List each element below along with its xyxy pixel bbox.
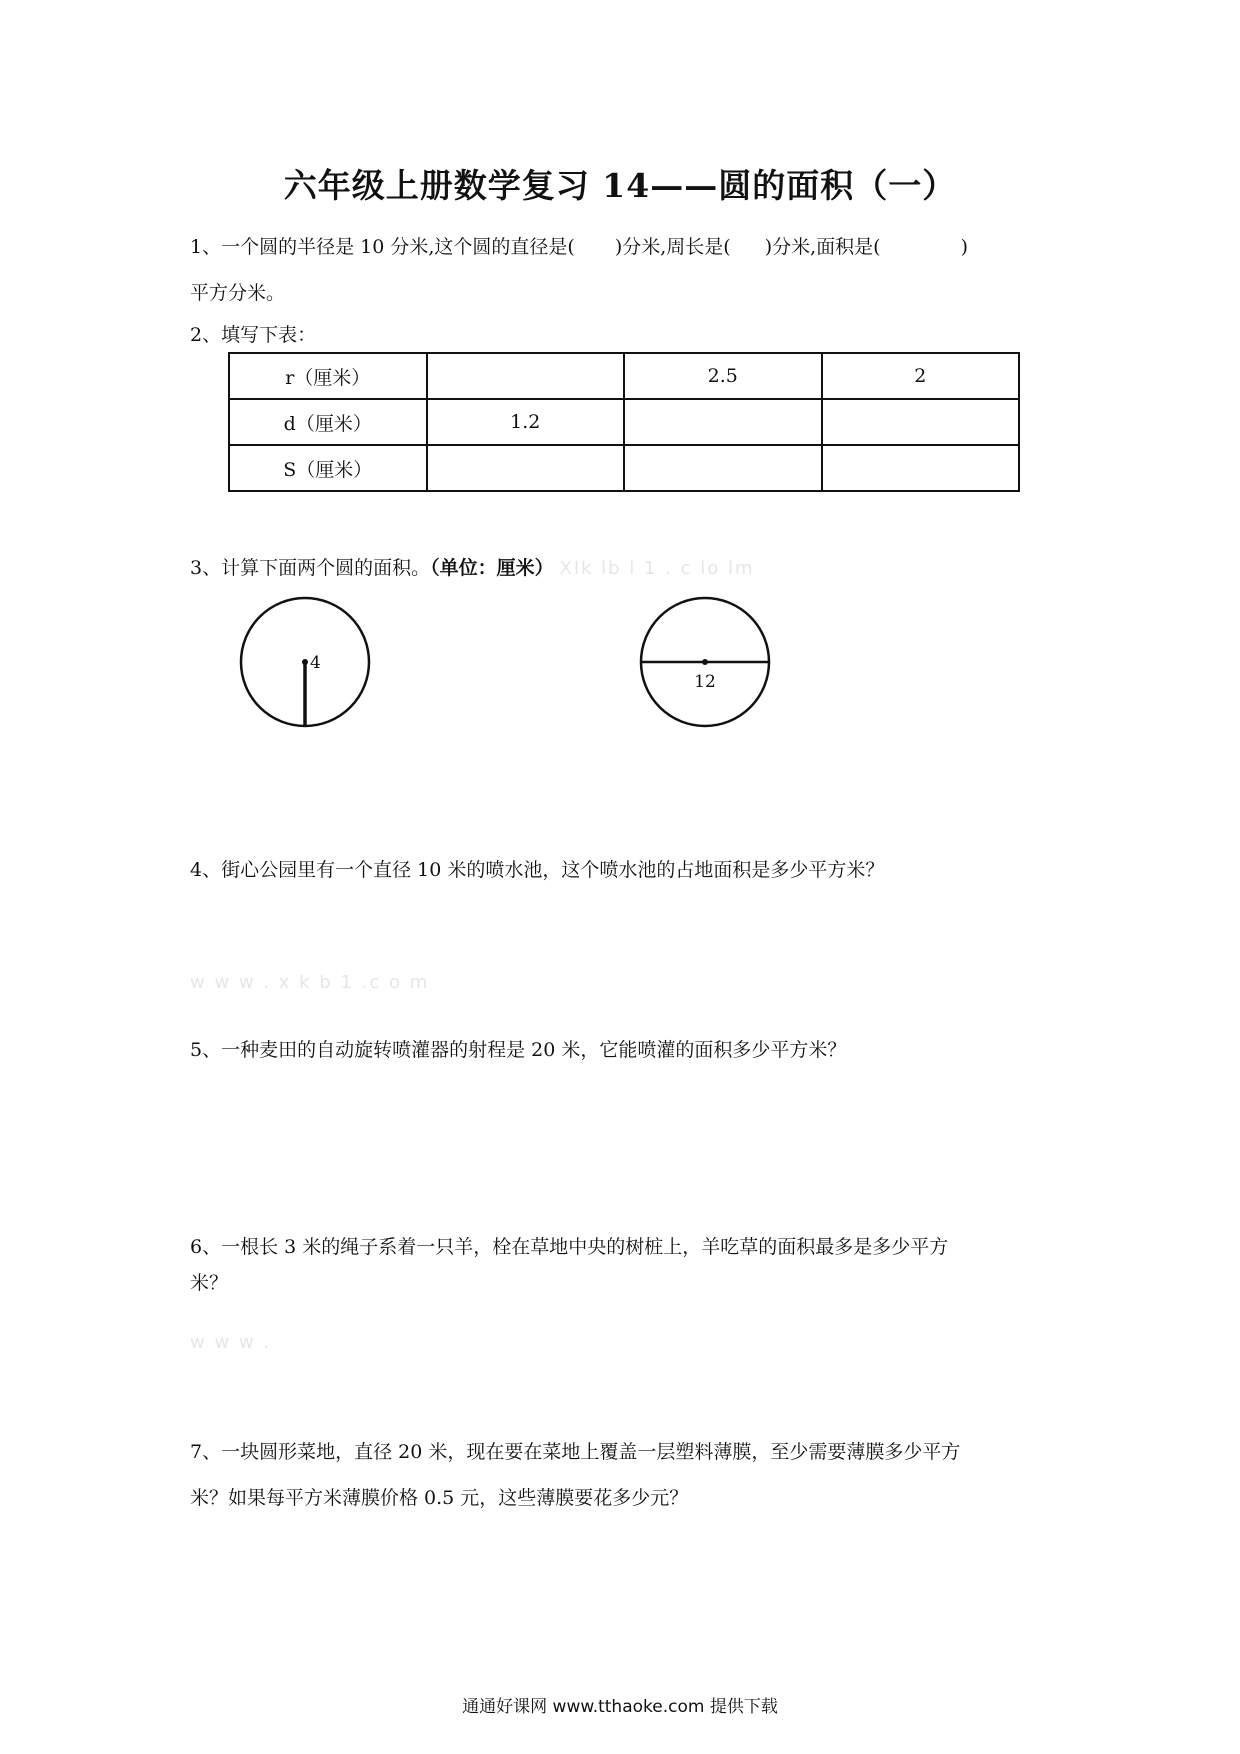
question-1-line-1 [190, 234, 968, 260]
table-cell [427, 445, 625, 491]
table-cell [624, 399, 822, 445]
question-3-text [190, 555, 755, 582]
table-cell: r（厘米） [229, 353, 427, 399]
table-cell: d（厘米） [229, 399, 427, 445]
radius-label: 4 [310, 653, 321, 673]
table-cell: 1.2 [427, 399, 625, 445]
question-7-line-1: 7、一块圆形菜地，直径 20 米，现在要在菜地上覆盖一层塑料薄膜，至少需要薄膜多少平方 [190, 1441, 961, 1463]
watermark-text: w w w . x k b 1 .c o m [190, 972, 430, 993]
watermark-text: w w w . [190, 1332, 272, 1353]
question-1-line-2: 平方分米。 [190, 282, 286, 304]
table-cell [822, 399, 1020, 445]
circle-diameter-diagram [630, 595, 780, 730]
question-4-text: 4、街心公园里有一个直径 10 米的喷水池，这个喷水池的占地面积是多少平方米？ [190, 859, 885, 881]
question-6-line-2: 米？ [190, 1272, 229, 1294]
watermark-text: Xlk lb l 1 . c lo lm [559, 558, 755, 579]
question-2-text: 2、填写下表： [190, 324, 317, 346]
question-5-text: 5、一种麦田的自动旋转喷灌器的射程是 20 米，它能喷灌的面积多少平方米？ [190, 1039, 847, 1061]
table-cell [822, 445, 1020, 491]
table-cell [624, 445, 822, 491]
diameter-label: 12 [694, 672, 716, 692]
center-point [302, 659, 308, 665]
q1-text-a: 1、一个圆的半径是 10 分米,这个圆的直径是( [190, 236, 575, 258]
table-row [229, 445, 1019, 491]
q3-unit: （单位：厘米） [430, 557, 554, 579]
table-cell: 2 [822, 353, 1020, 399]
table-row [229, 353, 1019, 399]
question-7-line-2: 米？如果每平方米薄膜价格 0.5 元，这些薄膜要花多少元？ [190, 1487, 689, 1509]
q1-text-d: ) [960, 236, 968, 258]
question-6-line-1: 6、一根长 3 米的绳子系着一只羊，栓在草地中央的树桩上，羊吃草的面积最多是多少平方 [190, 1236, 949, 1258]
table-cell: 2.5 [624, 353, 822, 399]
table-cell [427, 353, 625, 399]
q3-text: 3、计算下面两个圆的面积。 [190, 557, 431, 579]
center-point [702, 659, 708, 665]
fill-in-table [228, 352, 1020, 492]
table-cell: S（厘米） [229, 445, 427, 491]
page-title: 六年级上册数学复习 14——圆的面积（一） [283, 166, 957, 205]
circle-radius-diagram [230, 595, 380, 730]
q1-text-c: )分米,面积是( [764, 236, 881, 258]
page-footer: 通通好课网 www.tthaoke.com 提供下载 [462, 1697, 778, 1717]
q1-text-b: )分米,周长是( [614, 236, 731, 258]
table-row [229, 399, 1019, 445]
